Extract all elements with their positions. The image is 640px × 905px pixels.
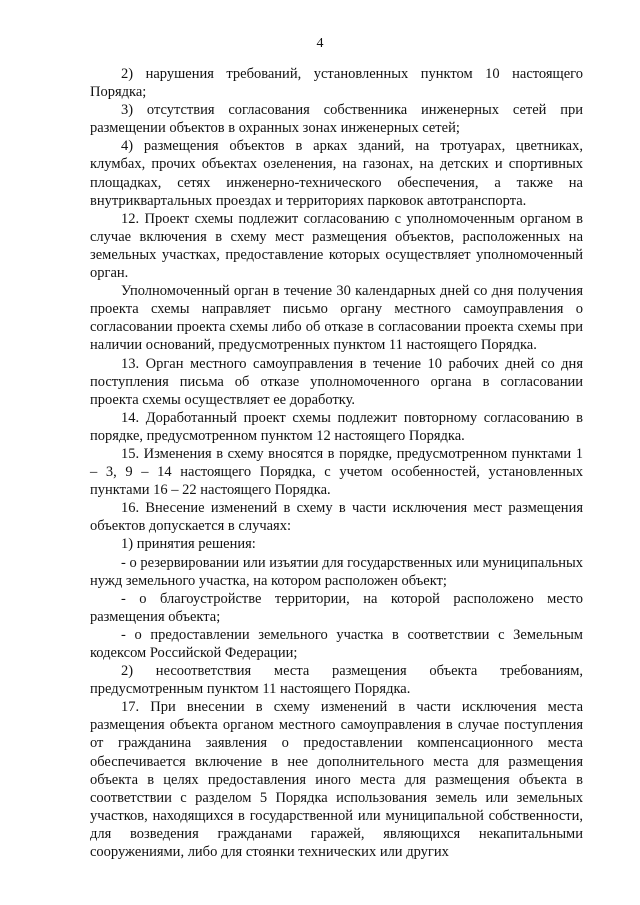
paragraph: 17. При внесении в схему изменений в части исключения места размещения объекта органом местного самоуправления в случае поступления от гражданина заявления о предоставлении компенсационного места обеспечивается включение в нее дополнительного места для размещения объекта в целях предоставления иного места для размещения объекта в соответствии с разделом 5 Порядка использования земель или земельных участков, находящихся в государственной или муниципальной собственности, для возведения гражданами гаражей, являющихся некапитальными сооружениями, либо для стоянки технических или других xyxy=(90,699,583,861)
paragraph: 13. Орган местного самоуправления в течение 10 рабочих дней со дня поступления письма об отказе уполномоченного органа в согласовании проекта схемы осуществляет ее доработку. xyxy=(90,355,583,408)
document-body xyxy=(90,65,583,861)
paragraph: 2) нарушения требований, установленных пунктом 10 настоящего Порядка; xyxy=(90,66,583,101)
page-number: 4 xyxy=(316,36,324,51)
paragraph: 3) отсутствия согласования собственника инженерных сетей при размещении объектов в охранных зонах инженерных сетей; xyxy=(90,102,583,137)
paragraph: - о благоустройстве территории, на которой расположено место размещения объекта; xyxy=(90,590,583,625)
paragraph: 14. Доработанный проект схемы подлежит повторному согласованию в порядке, предусмотренном пунктом 12 настоящего Порядка. xyxy=(90,409,583,444)
paragraph: 16. Внесение изменений в схему в части исключения мест размещения объектов допускается в случаях: xyxy=(90,500,583,535)
paragraph: - о резервировании или изъятии для государственных или муниципальных нужд земельного участка, на котором расположен объект; xyxy=(90,554,583,589)
paragraph: - о предоставлении земельного участка в соответствии с Земельным кодексом Российской Федерации; xyxy=(90,626,583,661)
paragraph: 2) несоответствия места размещения объекта требованиям, предусмотренным пунктом 11 настоящего Порядка. xyxy=(90,663,583,698)
paragraph: 4) размещения объектов в арках зданий, на тротуарах, цветниках, клумбах, прочих объектах озеленения, на газонах, на детских и спортивных площадках, сетях инженерно-технического обеспечения, а также на внутриквартальных проездах и территориях парковок автотранспорта. xyxy=(90,138,583,209)
paragraph: 1) принятия решения: xyxy=(121,536,256,553)
paragraph: Уполномоченный орган в течение 30 календарных дней со дня получения проекта схемы направляет письмо органу местного самоуправления о согласовании проекта схемы либо об отказе в согласовании проекта схемы при наличии оснований, предусмотренных пунктом 11 настоящего Порядка. xyxy=(90,283,583,354)
paragraph: 15. Изменения в схему вносятся в порядке, предусмотренном пунктами 1 – 3, 9 – 14 настоящего Порядка, с учетом особенностей, установленных пунктами 16 – 22 настоящего Порядка. xyxy=(90,445,583,499)
paragraph: 12. Проект схемы подлежит согласованию с уполномоченным органом в случае включения в схему мест размещения объектов, расположенных на земельных участках, предоставление которых осуществляет уполномоченный орган. xyxy=(90,210,583,282)
